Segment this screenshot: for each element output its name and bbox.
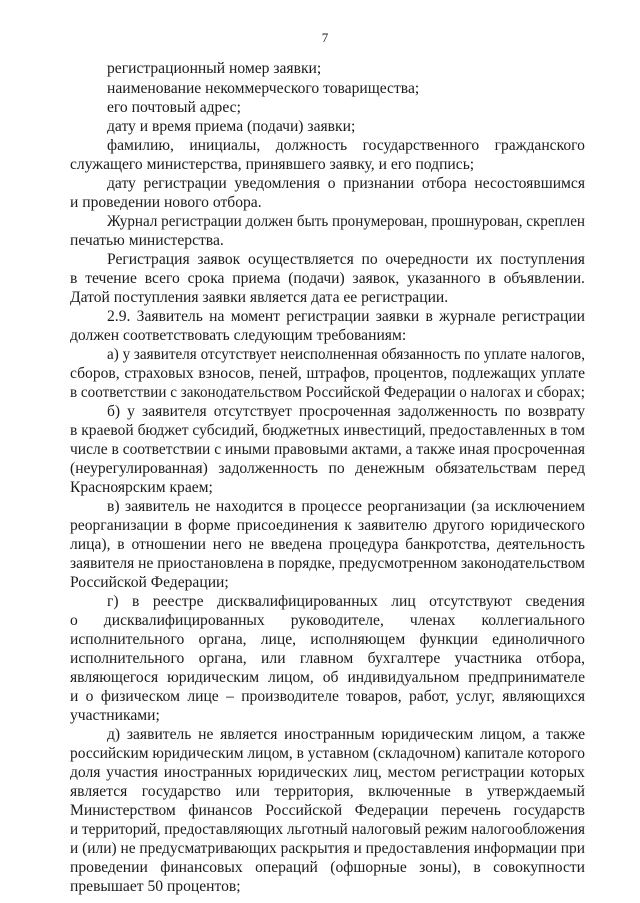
text-line: Министерством финансов Российской Федерации перечень государств: [70, 802, 585, 819]
text-line: служащего министерства, принявшего заявку, и его подпись;: [70, 156, 475, 173]
text-line: лица), в отношении него не введена процедура банкротства, деятельность: [70, 536, 586, 553]
text-line: регистрационный номер заявки;: [107, 60, 322, 77]
text-line: и о физическом лице – производителе товаров, работ, услуг, являющихся: [70, 688, 586, 705]
text-line: проведении финансовых операций (офшорные зоны), в совокупности: [70, 859, 586, 876]
text-line: исполнительного органа, лице, исполняющем функции единоличного: [70, 631, 585, 648]
text-line: в соответствии с законодательством Российской Федерации о налогах и сборах;: [70, 384, 585, 401]
text-line: числе в соответствии с иными правовыми актами, а также иная просроченная: [70, 441, 585, 458]
text-line: доля участия иностранных юридических лиц, местом регистрации которых: [70, 764, 585, 781]
text-line: его почтовый адрес;: [107, 99, 241, 116]
text-line: исполнительного органа, или главном бухгалтере участника отбора,: [70, 650, 586, 667]
text-line: реорганизации в форме присоединения к заявителю другого юридического: [70, 517, 585, 534]
text-line: дату регистрации уведомления о признании отбора несостоявшимся: [107, 175, 586, 192]
text-line: г) в реестре дисквалифицированных лиц отсутствуют сведения: [107, 593, 585, 610]
text-line: и (или) не предусматривающих раскрытия и предоставления информации при: [70, 840, 585, 857]
body-text: [70, 60, 585, 895]
text-line: печатью министерства.: [70, 232, 224, 249]
text-line: участниками;: [70, 707, 160, 724]
text-line: и проведении нового отбора.: [70, 194, 262, 211]
text-line: заявителя не приостановлена в порядке, предусмотренном законодательством: [70, 555, 586, 572]
text-line: в) заявитель не находится в процессе реорганизации (за исключением: [107, 498, 585, 515]
text-line: Регистрация заявок осуществляется по очередности их поступления: [107, 251, 585, 268]
text-line: сборов, страховых взносов, пеней, штрафов, процентов, подлежащих уплате: [70, 365, 585, 382]
text-line: является государство или территория, включенные в утверждаемый: [70, 783, 585, 800]
text-line: фамилию, инициалы, должность государственного гражданского: [107, 137, 585, 154]
text-line: д) заявитель не является иностранным юридическим лицом, а также: [107, 726, 586, 743]
text-line: (неурегулированная) задолженность по денежным обязательствам перед: [70, 460, 586, 477]
text-line: Российской Федерации;: [70, 574, 229, 591]
text-line: являющегося юридическим лицом, об индивидуальном предпринимателе: [70, 669, 585, 686]
text-line: Журнал регистрации должен быть пронумерован, прошнурован, скреплен: [107, 213, 585, 230]
text-line: должен соответствовать следующим требованиям:: [70, 327, 407, 344]
text-line: о дисквалифицированных руководителе, членах коллегиального: [70, 612, 585, 629]
text-line: в краевой бюджет субсидий, бюджетных инвестиций, предоставленных в том: [70, 422, 586, 439]
text-line: наименование некоммерческого товарищества;: [107, 80, 420, 97]
text-line: дату и время приема (подачи) заявки;: [107, 118, 356, 135]
text-line: 2.9. Заявитель на момент регистрации заявки в журнале регистрации: [107, 308, 586, 325]
text-line: российским юридическим лицом, в уставном (складочном) капитале которого: [70, 745, 586, 762]
text-line: б) у заявителя отсутствует просроченная задолженность по возврату: [107, 403, 586, 420]
page-number: 7: [321, 30, 329, 45]
text-line: и территорий, предоставляющих льготный налоговый режим налогообложения: [70, 821, 585, 838]
text-line: Датой поступления заявки является дата ее регистрации.: [70, 289, 449, 306]
text-line: Красноярским краем;: [70, 479, 213, 496]
text-line: а) у заявителя отсутствует неисполненная обязанность по уплате налогов,: [107, 346, 585, 363]
text-line: превышает 50 процентов;: [70, 878, 241, 895]
text-line: в течение всего срока приема (подачи) заявок, указанного в объявлении.: [70, 270, 585, 287]
